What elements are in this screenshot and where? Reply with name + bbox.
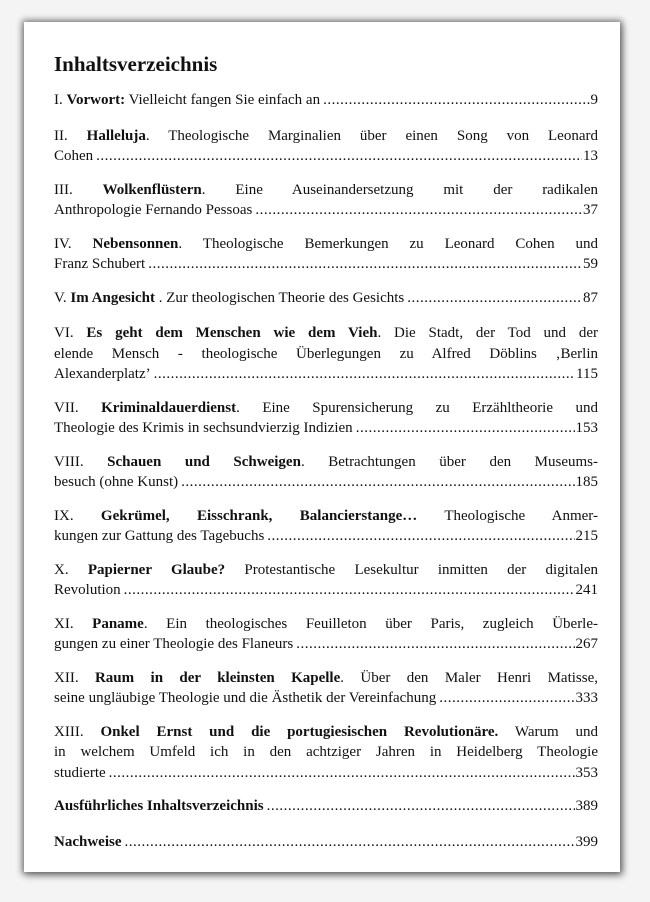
page-number: 267 — [575, 636, 598, 652]
entry-text: Theologische Anmer- — [417, 507, 598, 524]
entry-text — [54, 634, 293, 655]
chapter-number: XII. — [54, 669, 95, 686]
chapter-heading: Raum in der kleinsten Kapelle — [94, 669, 341, 686]
chapter-heading: Gekrümel, Eisschrank, Balancierstange… — [100, 507, 418, 524]
entry-text: . Eine Auseinandersetzung mit der radikalen — [201, 181, 598, 198]
entry-last-line — [54, 526, 598, 547]
entry-line — [54, 560, 598, 581]
chapter-heading: Nebensonnen — [92, 235, 179, 252]
toc-entry[interactable] — [54, 234, 598, 275]
page-number: 13 — [583, 148, 598, 164]
book-page — [24, 22, 620, 872]
toc-list — [54, 90, 598, 852]
entry-last-line — [54, 288, 598, 309]
leader-dots — [124, 580, 575, 601]
leader-dots — [323, 90, 589, 111]
leader-dots — [181, 472, 574, 493]
chapter-heading: Papierner Glaube? — [87, 561, 226, 578]
entry-text: . Ein theologisches Feuilleton über Paris, zugleich Überle- — [143, 615, 599, 632]
toc-entry[interactable] — [54, 506, 598, 547]
entry-text — [54, 288, 404, 309]
page-number: 9 — [590, 92, 598, 108]
chapter-number: II. — [54, 127, 87, 144]
entry-subtitle: besuch (ohne Kunst) — [54, 474, 179, 490]
entry-line — [54, 506, 598, 527]
entry-text: . Theologische Marginalien über einen Song von Leonard — [145, 127, 598, 144]
entry-last-line — [54, 364, 598, 385]
toc-entry[interactable] — [54, 452, 598, 493]
entry-text: . Über den Maler Henri Matisse, — [340, 669, 598, 686]
entry-text — [54, 526, 264, 547]
entry-text — [54, 763, 106, 784]
chapter-heading: Schauen und Schweigen — [107, 453, 301, 470]
entry-subtitle: Theologie des Krimis in sechsundvierzig Indizien — [54, 420, 353, 436]
entry-last-line — [54, 763, 598, 784]
entry-last-line — [54, 472, 598, 493]
toc-entry[interactable] — [54, 796, 598, 817]
chapter-heading: Ausführliches Inhaltsverzeichnis — [54, 798, 264, 814]
entry-line — [54, 398, 598, 419]
entry-text — [54, 688, 436, 709]
entry-text: elende Mensch - theologische Überlegungen zu Alfred Döblins ‚Berlin — [54, 345, 598, 362]
toc-entry[interactable] — [54, 180, 598, 221]
chapter-number: V. — [54, 289, 71, 306]
entry-text: . Betrachtungen über den Museums- — [300, 453, 598, 470]
entry-subtitle: seine ungläubige Theologie und die Ästhetik der Vereinfachung — [54, 690, 437, 706]
page-number: 115 — [576, 366, 598, 382]
entry-text — [54, 472, 178, 493]
entry-text — [54, 200, 252, 221]
entry-last-line — [54, 634, 598, 655]
chapter-heading: Onkel Ernst und die portugiesischen Revolutionäre. — [100, 723, 499, 740]
leader-dots — [296, 634, 574, 655]
chapter-number: X. — [54, 561, 88, 578]
entry-text — [54, 796, 264, 817]
leader-dots — [148, 254, 582, 275]
entry-text — [54, 580, 121, 601]
toc-entry[interactable] — [54, 398, 598, 439]
entry-last-line — [54, 146, 598, 167]
entry-subtitle: studierte — [54, 764, 106, 781]
chapter-number: VI. — [54, 325, 87, 341]
entry-subtitle: Revolution — [54, 582, 121, 598]
entry-last-line — [54, 200, 598, 221]
entry-text: in welchem Umfeld ich in den achtziger Jahren in Heidelberg Theologie — [54, 744, 598, 760]
page-number: 353 — [575, 764, 598, 781]
page-number: 399 — [575, 833, 598, 850]
page-number: 241 — [575, 582, 598, 598]
toc-entry[interactable] — [54, 668, 598, 709]
toc-entry[interactable] — [54, 288, 598, 309]
chapter-number: III. — [54, 181, 103, 198]
entry-line — [54, 742, 598, 763]
entry-text: . Die Stadt, der Tod und der — [377, 325, 599, 341]
chapter-heading: Im Angesicht — [70, 289, 155, 306]
entry-text — [54, 146, 93, 167]
entry-text — [54, 832, 122, 853]
leader-dots — [407, 288, 582, 309]
leader-dots — [154, 364, 575, 385]
leader-dots — [267, 526, 574, 547]
entry-subtitle: Vielleicht fangen Sie einfach an — [125, 92, 321, 108]
toc-entry[interactable] — [54, 126, 598, 167]
page-number: 153 — [575, 420, 598, 436]
toc-entry[interactable] — [54, 560, 598, 601]
entry-text: Warum und — [498, 723, 598, 740]
chapter-heading: Nachweise — [54, 833, 122, 850]
leader-dots — [109, 763, 575, 784]
entry-line — [54, 234, 598, 255]
chapter-heading: Vorwort: — [66, 92, 126, 108]
chapter-number: VIII. — [54, 453, 108, 470]
entry-line — [54, 668, 598, 689]
entry-subtitle: Alexanderplatz’ — [54, 366, 151, 382]
leader-dots — [267, 796, 575, 817]
toc-entry[interactable] — [54, 722, 598, 784]
toc-entry[interactable] — [54, 832, 598, 853]
chapter-heading: Paname — [92, 615, 144, 632]
page-number: 59 — [583, 256, 598, 272]
entry-subtitle: gungen zu einer Theologie des Flaneurs — [54, 636, 294, 652]
chapter-heading: Halleluja — [86, 127, 146, 144]
entry-text — [54, 254, 145, 275]
chapter-heading: Wolkenflüstern — [102, 181, 202, 198]
page-number: 87 — [583, 289, 598, 306]
chapter-number: XI. — [54, 615, 93, 632]
chapter-heading: Kriminaldauerdienst — [101, 399, 237, 416]
entry-text: . Theologische Bemerkungen zu Leonard Cohen und — [178, 235, 598, 252]
page-number: 333 — [575, 690, 598, 706]
page-number: 215 — [575, 528, 598, 544]
entry-text: Protestantische Lesekultur inmitten der digitalen — [225, 561, 598, 578]
entry-line — [54, 180, 598, 201]
chapter-number: I. — [54, 92, 67, 108]
leader-dots — [125, 832, 575, 853]
page-number: 37 — [583, 202, 598, 218]
entry-line — [54, 126, 598, 147]
chapter-heading: Es geht dem Menschen wie dem Vieh — [86, 325, 378, 341]
entry-last-line — [54, 580, 598, 601]
leader-dots — [439, 688, 574, 709]
chapter-number: XIII. — [54, 723, 101, 740]
toc-entry[interactable] — [54, 323, 598, 385]
entry-last-line — [54, 418, 598, 439]
entry-last-line — [54, 254, 598, 275]
entry-text — [54, 364, 151, 385]
leader-dots — [356, 418, 575, 439]
page-title: Inhaltsverzeichnis — [54, 52, 218, 76]
entry-last-line — [54, 796, 598, 817]
entry-text — [54, 90, 320, 111]
entry-subtitle: . Zur theologischen Theorie des Gesichts — [155, 289, 405, 306]
entry-text — [54, 418, 353, 439]
entry-line — [54, 452, 598, 473]
toc-entry[interactable] — [54, 90, 598, 111]
entry-line — [54, 614, 598, 635]
chapter-number: IV. — [54, 235, 93, 252]
entry-last-line — [54, 832, 598, 853]
entry-subtitle: Anthropologie Fernando Pessoas — [54, 202, 253, 218]
chapter-number: VII. — [54, 399, 102, 416]
entry-subtitle: Franz Schubert — [54, 256, 146, 272]
leader-dots — [255, 200, 582, 221]
entry-line — [54, 344, 598, 365]
entry-last-line — [54, 90, 598, 111]
entry-last-line — [54, 688, 598, 709]
entry-subtitle: Cohen — [54, 148, 94, 164]
entry-line — [54, 722, 598, 743]
entry-line — [54, 323, 598, 344]
toc-entry[interactable] — [54, 614, 598, 655]
entry-subtitle: kungen zur Gattung des Tagebuchs — [54, 528, 265, 544]
chapter-number: IX. — [54, 507, 101, 524]
leader-dots — [96, 146, 582, 167]
entry-text: . Eine Spurensicherung zu Erzähltheorie und — [236, 399, 598, 416]
page-number: 389 — [575, 798, 598, 814]
page-number: 185 — [575, 474, 598, 490]
